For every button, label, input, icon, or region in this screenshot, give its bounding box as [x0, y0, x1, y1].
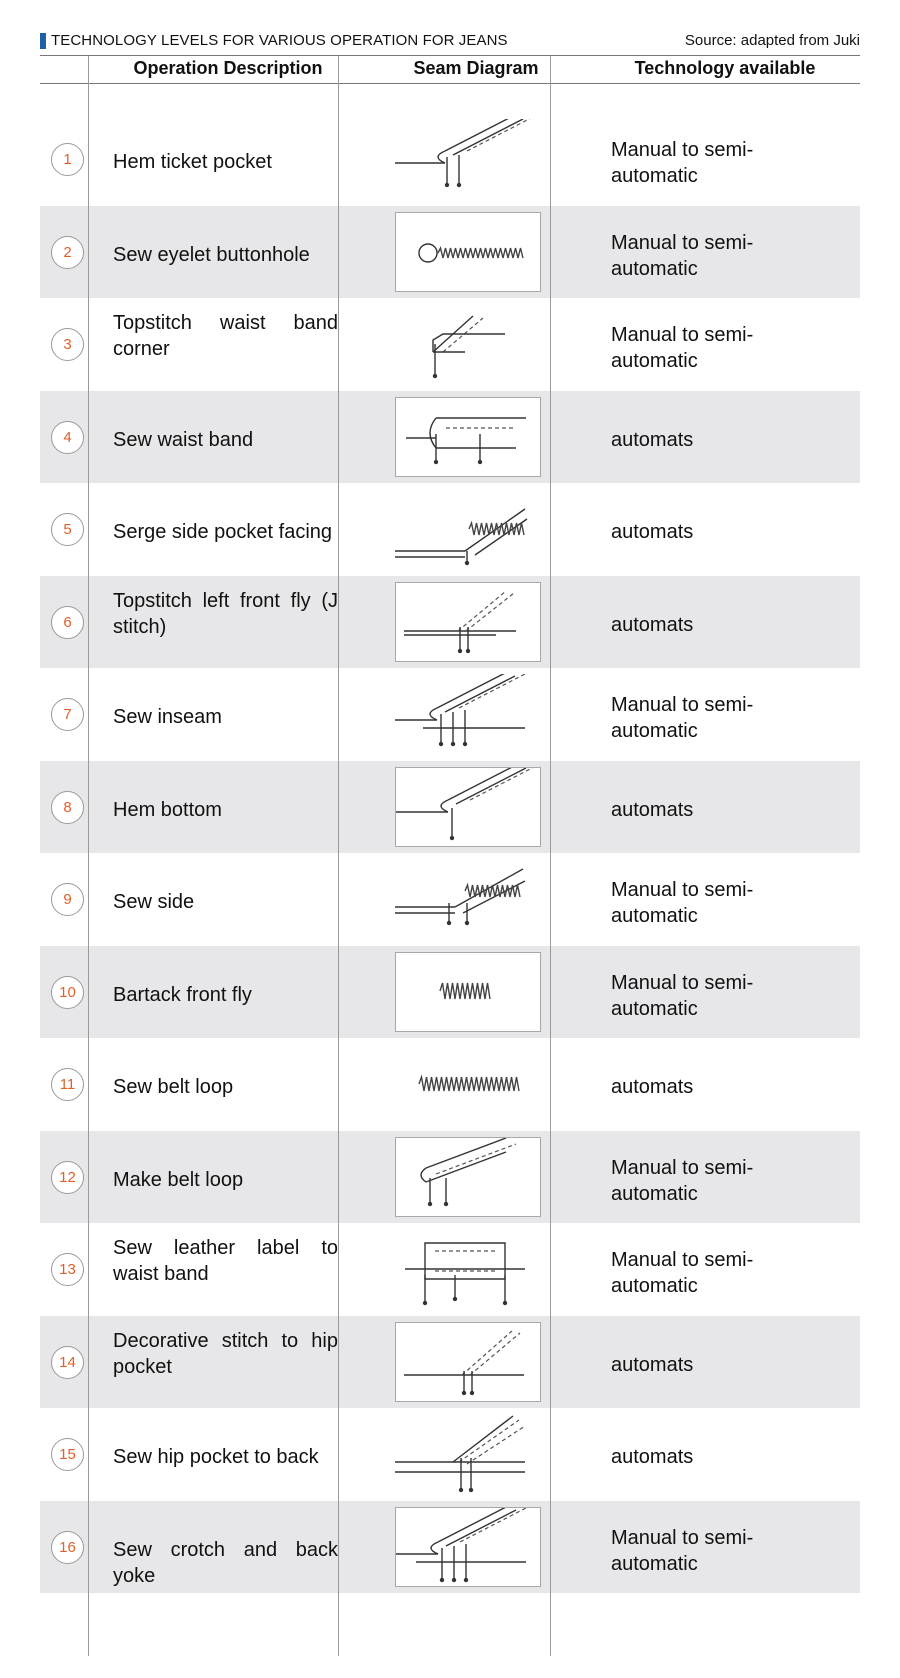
operation-description: Topstitch left front fly (J stitch)	[113, 589, 338, 638]
side-seam-diagram	[395, 859, 541, 939]
operation-description: Sew hip pocket to back	[113, 1446, 319, 1468]
column-header-operation: Operation Description	[133, 58, 323, 78]
technology-level: automats	[611, 1353, 694, 1376]
operation-description: Sew crotch and back yoke	[113, 1538, 338, 1587]
table-row	[40, 946, 860, 1039]
hem-bottom-diagram	[395, 767, 541, 847]
waistband-corner-diagram	[395, 304, 541, 384]
seam-diagram-drawing	[396, 768, 542, 848]
table-row	[40, 113, 860, 206]
technology-level: Manual to semi-automatic	[611, 971, 754, 1020]
seam-diagram-drawing	[396, 953, 542, 1033]
table-row	[40, 576, 860, 669]
source-note: Source: adapted from Juki	[684, 32, 860, 49]
table-row	[40, 298, 860, 391]
title-marker	[40, 33, 46, 49]
technology-level: automats	[611, 1076, 694, 1098]
technology-level: automats	[611, 521, 694, 543]
table-row	[40, 1131, 860, 1224]
seam-diagram-drawing	[396, 1508, 542, 1588]
page-title: TECHNOLOGY LEVELS FOR VARIOUS OPERATION FOR JEANS	[51, 32, 508, 49]
column-header-seam: Seam Diagram	[413, 58, 539, 78]
seam-diagram-drawing	[396, 583, 542, 663]
table-row	[40, 1038, 860, 1131]
column-header-technology: Technology available	[634, 58, 816, 78]
make-belt-loop-diagram	[395, 1137, 541, 1217]
operation-description: Sew waist band	[113, 428, 254, 451]
operation-description: Serge side pocket facing	[113, 521, 333, 543]
row-number-badge: 14	[51, 1346, 84, 1379]
table-row	[40, 1501, 860, 1594]
triple-needle-diagram	[395, 674, 541, 754]
technology-level: Manual to semi-automatic	[611, 694, 754, 742]
seam-diagram-drawing	[395, 304, 541, 384]
technology-level: automats	[611, 1446, 694, 1468]
technology-level: Manual to semi-automatic	[611, 879, 754, 927]
title-bar	[40, 30, 860, 54]
row-number-badge: 9	[51, 883, 84, 916]
row-number-badge: 15	[51, 1438, 84, 1471]
row-number-badge: 11	[51, 1068, 84, 1101]
technology-level: automats	[611, 798, 694, 821]
technology-level: Manual to semi-automatic	[611, 324, 754, 372]
row-number-badge: 7	[51, 698, 84, 731]
operation-description: Sew leather label to waist band	[113, 1237, 338, 1285]
table-row	[40, 761, 860, 854]
table-header	[40, 56, 860, 84]
row-number-badge: 16	[51, 1531, 84, 1564]
row-number-badge: 2	[51, 236, 84, 269]
table-row	[40, 206, 860, 299]
seam-diagram-drawing	[395, 674, 541, 754]
technology-level: Manual to semi-automatic	[611, 139, 754, 187]
technology-level: Manual to semi-automatic	[611, 231, 754, 280]
seam-diagram-drawing	[396, 213, 542, 293]
technology-level: Manual to semi-automatic	[611, 1156, 754, 1205]
topstitch-diagram	[395, 582, 541, 662]
hip-pocket-diagram	[395, 1414, 541, 1494]
row-number-badge: 12	[51, 1161, 84, 1194]
column-divider	[550, 56, 551, 1656]
row-number-badge: 6	[51, 606, 84, 639]
row-number-badge: 4	[51, 421, 84, 454]
seam-diagram-drawing	[395, 489, 541, 569]
crotch-yoke-diagram	[395, 1507, 541, 1587]
table-row	[40, 483, 860, 576]
seam-diagram-drawing	[395, 1414, 541, 1494]
hem-fold-diagram	[395, 119, 541, 199]
operation-description: Sew inseam	[113, 706, 222, 728]
operation-description: Topstitch waist band corner	[113, 312, 338, 360]
column-divider	[338, 56, 339, 1656]
technology-level: automats	[611, 613, 694, 636]
seam-diagram-drawing	[396, 1323, 542, 1403]
operation-description: Bartack front fly	[113, 983, 252, 1006]
table-row	[40, 853, 860, 946]
seam-diagram-drawing	[396, 398, 542, 478]
row-number-badge: 5	[51, 513, 84, 546]
belt-loop-stitch-diagram	[395, 1044, 541, 1124]
label-diagram	[395, 1229, 541, 1309]
row-number-badge: 10	[51, 976, 84, 1009]
row-number-badge: 3	[51, 328, 84, 361]
column-divider	[88, 56, 89, 1656]
technology-level: automats	[611, 428, 694, 451]
seam-diagram-drawing	[395, 1044, 541, 1124]
waistband-diagram	[395, 397, 541, 477]
seam-diagram-drawing	[395, 1229, 541, 1309]
operation-description: Sew side	[113, 891, 195, 913]
table-row	[40, 1408, 860, 1501]
row-number-badge: 1	[51, 143, 84, 176]
serge-diagram	[395, 489, 541, 569]
bartack-diagram	[395, 952, 541, 1032]
operation-description: Hem ticket pocket	[113, 151, 272, 173]
eyelet-buttonhole-diagram	[395, 212, 541, 292]
operation-description: Sew eyelet buttonhole	[113, 243, 310, 266]
technology-level: Manual to semi-automatic	[611, 1526, 754, 1575]
row-number-badge: 8	[51, 791, 84, 824]
operation-description: Make belt loop	[113, 1168, 244, 1191]
table-row	[40, 668, 860, 761]
table-row	[40, 391, 860, 484]
decorative-stitch-diagram	[395, 1322, 541, 1402]
seam-diagram-drawing	[396, 1138, 542, 1218]
seam-diagram-drawing	[395, 859, 541, 939]
operation-description: Sew belt loop	[113, 1076, 234, 1098]
operation-description: Decorative stitch to hip pocket	[113, 1329, 338, 1378]
seam-diagram-drawing	[395, 119, 541, 199]
row-number-badge: 13	[51, 1253, 84, 1286]
table-row	[40, 1316, 860, 1409]
technology-level: Manual to semi-automatic	[611, 1249, 754, 1297]
table-row	[40, 1223, 860, 1316]
operation-description: Hem bottom	[113, 798, 222, 821]
